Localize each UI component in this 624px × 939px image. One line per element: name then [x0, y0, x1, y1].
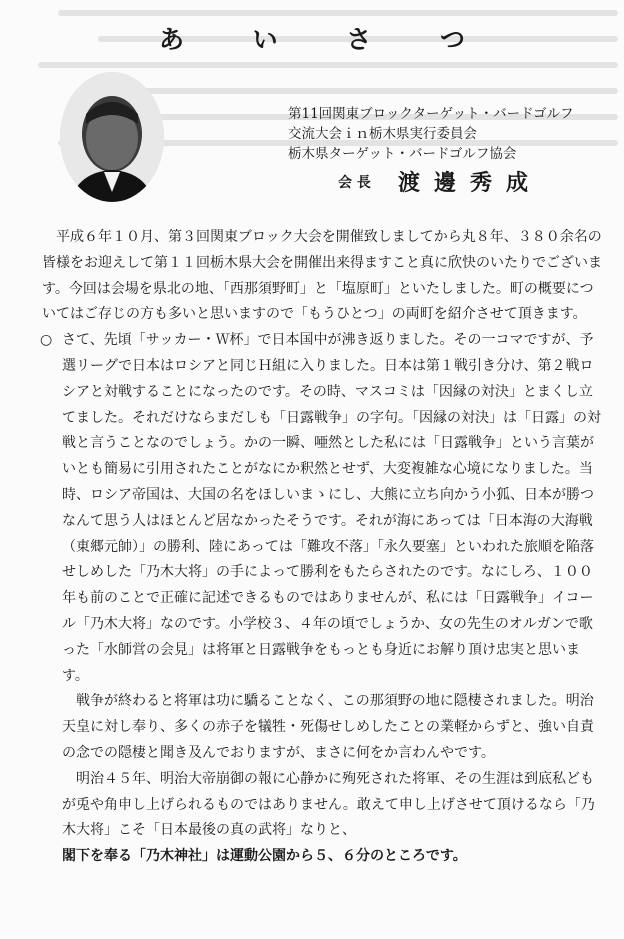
article-body: [42, 225, 604, 870]
org-line-2: 交流大会ｉｎ栃木県実行委員会: [288, 126, 477, 142]
bullet-circle: ○: [40, 332, 53, 349]
paragraph-3: 戦争が終わると将軍は功に驕ることなく、この那須野の地に隠棲されました。明治天皇に対し奉り、多くの赤子を犠牲・死傷せしめしたことの業軽からずと、強い自責の念での隠棲と聞き及んでおりますが、まさに何をか言わんやです。: [62, 693, 594, 761]
org-line-1: 第11回関東ブロックターゲット・バードゴルフ: [288, 106, 574, 122]
author-portrait: [60, 72, 164, 202]
paragraph-2: [42, 328, 604, 689]
paragraph-2-text: さて、先頃「サッカー・Ｗ杯」で日本国中が沸き返りました。その一コマですが、予選リーグで日本はロシアと同じＨ組に入りました。日本は第１戦引き分け、第２戦ロシアと対戦することになったのです。その時、マスコミは「因縁の対決」とまくし立てました。それだけならまだしも「日露戦争」の字句。「因縁の対決」は「日露」の対戦と言うことなのでしょう。かの一瞬、唖然とした私には「日露戦争」という言葉がいとも簡易に引用されたことがなにか釈然とせず、大変複雑な心境になりました。当時、ロシア帝国は、大国の名をほしいまゝにし、大熊に立ち向かう小狐、日本が勝つなんて思う人はほとんど居なかったそうです。それが海にあっては「日本海の大海戦（東郷元帥）」の勝利、陸にあっては「難攻不落」「永久要塞」といわれた旅順を陥落せしめした「乃木大将」の手によって勝利をもたらされたのです。なにしろ、１００年も前のことで正確に記述できるものではありませんが、私には「日露戦争」イコール「乃木大将」なのです。小学校３、４年の頃でしょうか、女の先生のオルガンで歌った「水師営の会見」は将軍と日露戦争をもっとも身近にお解り頂け忠実と思います。: [62, 332, 601, 684]
page-title: あ い さ つ: [158, 25, 496, 54]
closing-line: 閣下を奉る「乃木神社」は運動公園から５、６分のところです。: [62, 848, 467, 865]
author-role: 会 長: [338, 175, 371, 191]
paragraph-4: 明治４５年、明治大帝崩御の報に心静かに殉死された将軍、その生涯は到底私どもが兎や角申し上げられるものではありません。敢えて申し上げさせて頂けるなら「乃木大将」こそ「日本最後の真の武将」なりと、: [62, 770, 595, 839]
author-name: 渡邊秀成: [398, 170, 543, 196]
org-line-3: 栃木県ターゲット・バードゴルフ協会: [288, 146, 517, 162]
paragraph-1: 平成６年１０月、第３回関東ブロック大会を開催致しましてから丸８年、３８０余名の皆様をお迎えして第１１回栃木県大会を開催出来得ますこと真に欣快のいたりでございます。今回は会場を県北の地、「西那須野町」と「塩原町」といたしました。町の概要についてはご存じの方も多いと思いますので「もうひとつ」の両町を紹介させて頂きます。: [42, 229, 602, 323]
